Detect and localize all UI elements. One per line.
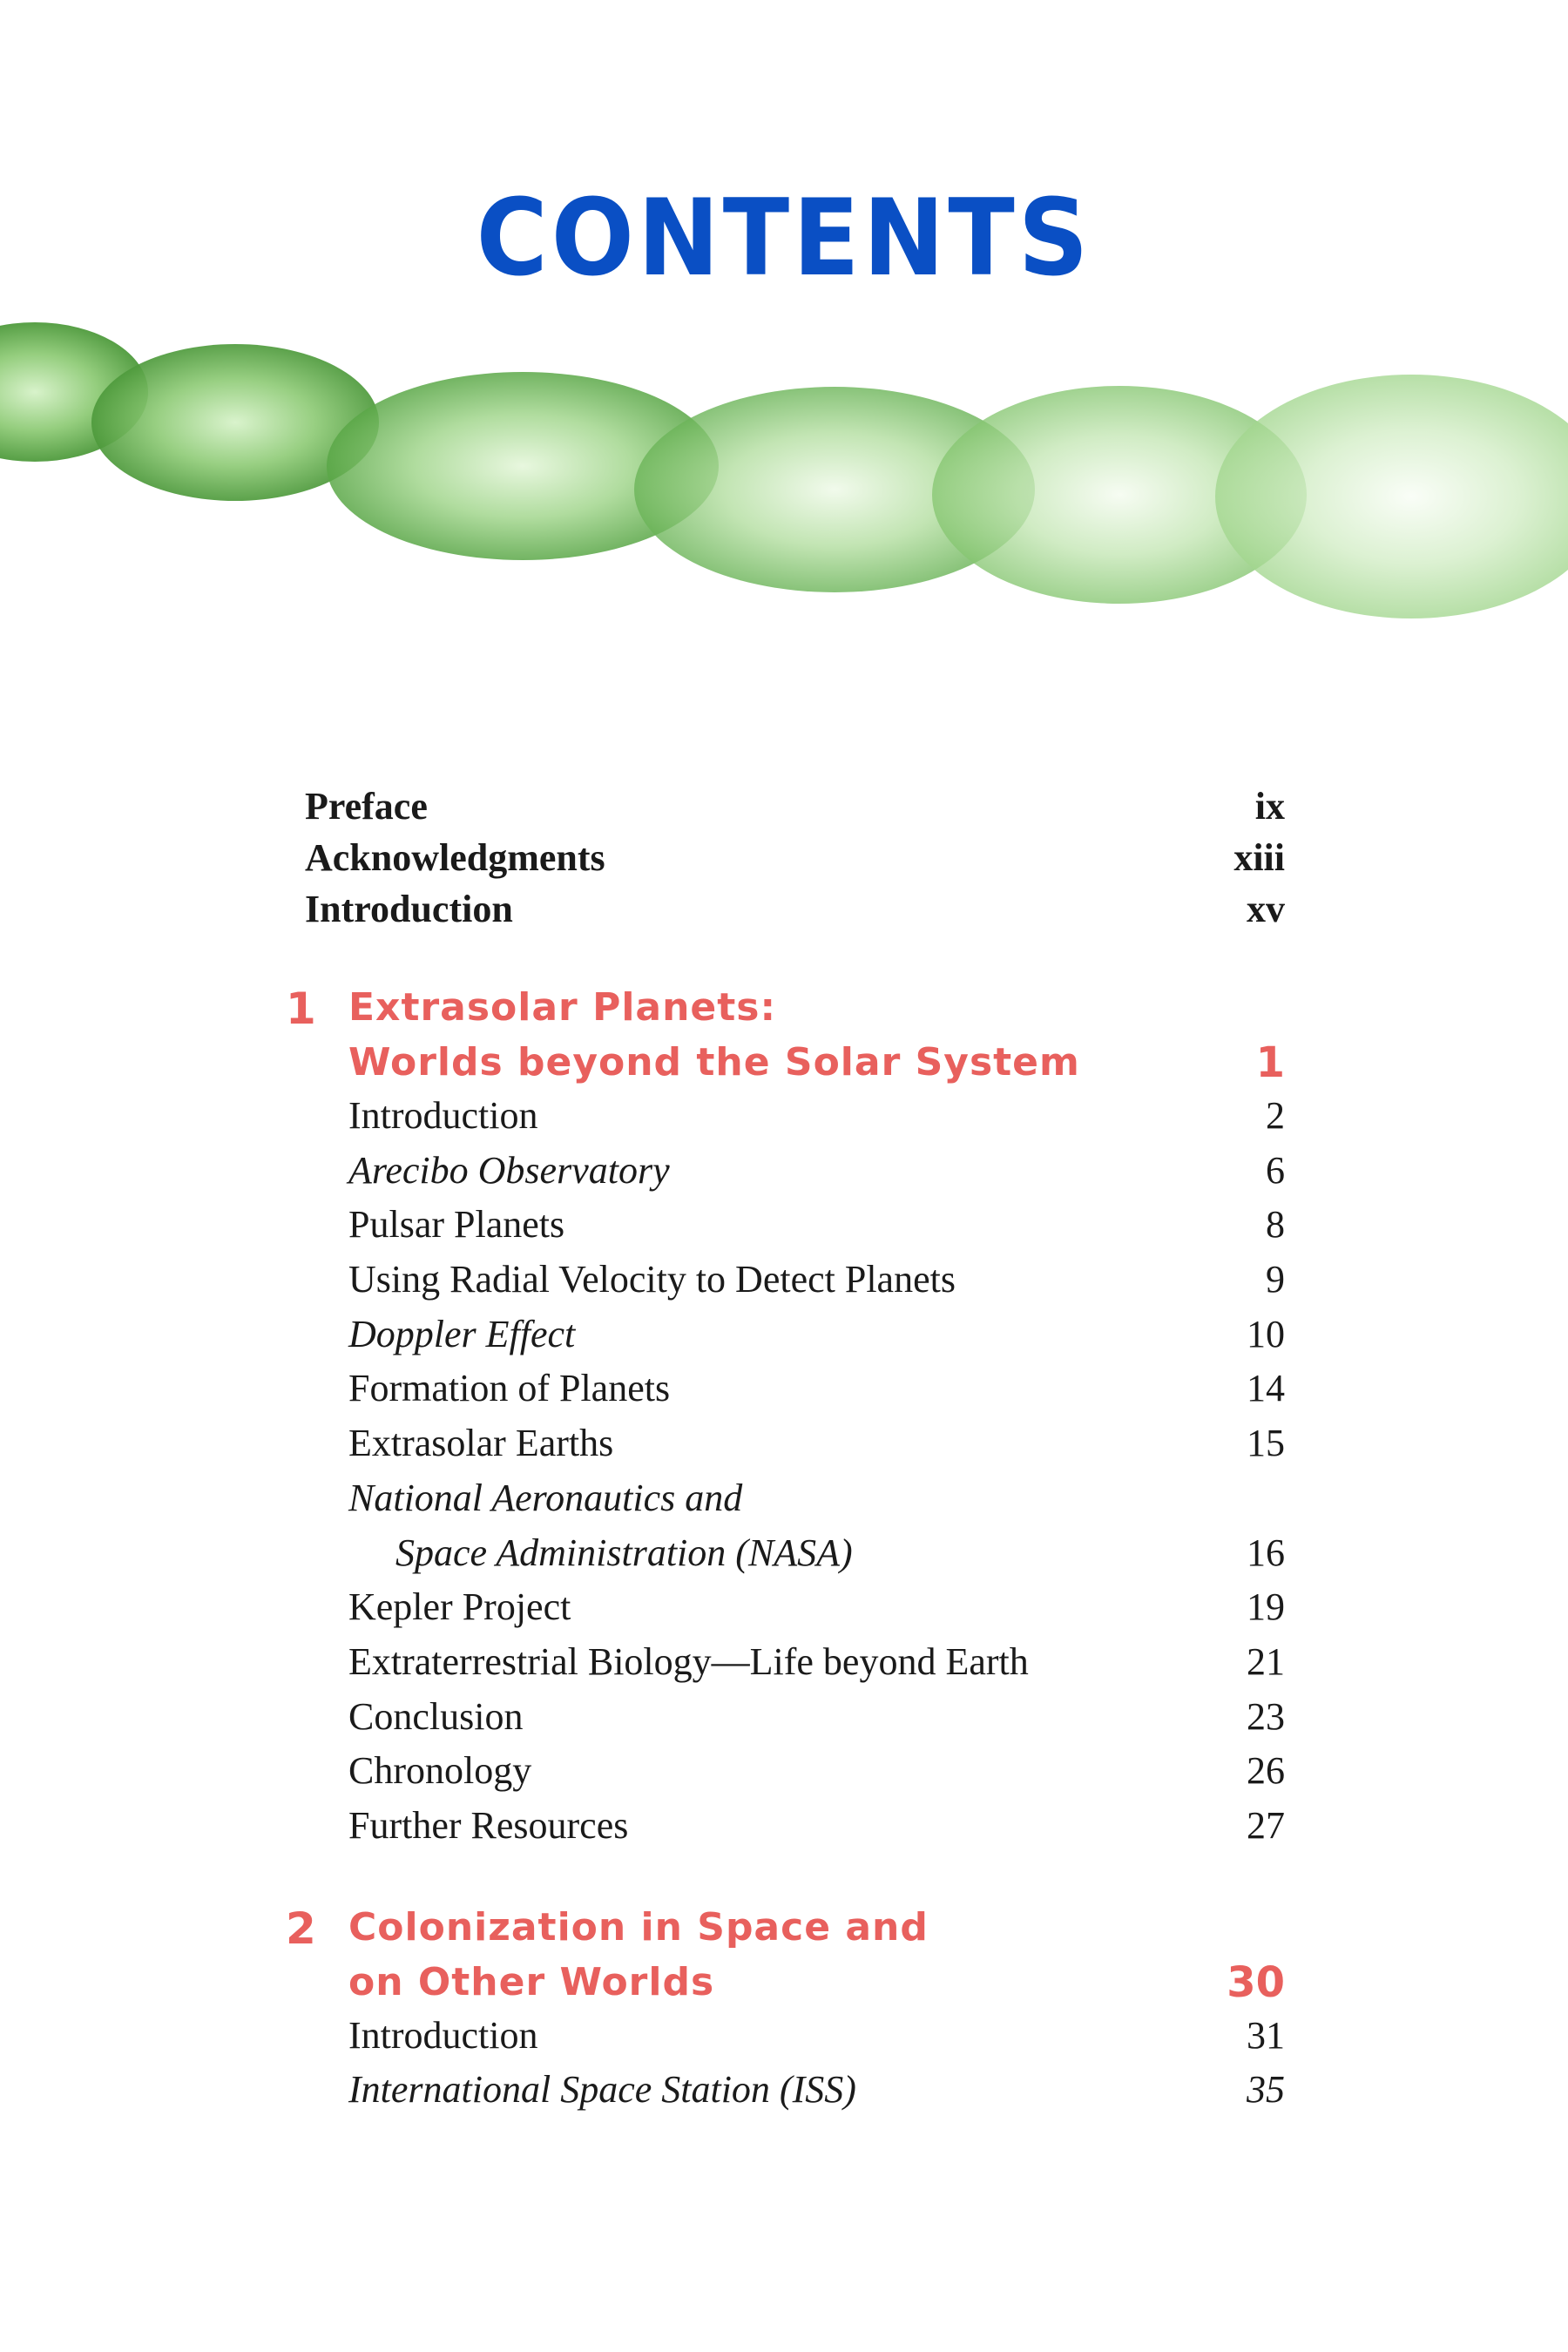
toc-entry-page: ix [1254, 785, 1285, 828]
page-title: CONTENTS [476, 177, 1092, 301]
toc-entry-page: 15 [1247, 1422, 1285, 1465]
chapter-title-line: Colonization in Space and [348, 1904, 929, 1950]
toc-entry[interactable] [305, 1694, 1285, 1749]
table-of-contents [286, 784, 1285, 2122]
toc-entry[interactable] [305, 1312, 1285, 1367]
green-ellipse-chain-decoration [0, 314, 1568, 645]
toc-entry[interactable] [305, 1421, 1285, 1476]
toc-entry[interactable] [305, 887, 1285, 938]
banner-ellipse [1215, 375, 1568, 618]
toc-entry-page: 27 [1247, 1803, 1285, 1847]
toc-entry-label: Arecibo Observatory [348, 1148, 670, 1192]
toc-entry-page: 16 [1247, 1531, 1285, 1574]
toc-entry-label: International Space Station (ISS) [348, 2068, 856, 2112]
toc-entry-page: 2 [1266, 1094, 1285, 1137]
toc-entry-label: Pulsar Planets [348, 1203, 565, 1247]
toc-entry[interactable] [305, 1257, 1285, 1312]
chapter-title-line: Worlds beyond the Solar System [348, 1040, 1080, 1085]
chapter-heading[interactable] [286, 983, 1285, 1038]
toc-entry[interactable] [305, 784, 1285, 835]
toc-entry[interactable] [305, 1803, 1285, 1858]
chapter-title-line: on Other Worlds [348, 1959, 715, 2004]
toc-entry-page: 8 [1266, 1203, 1285, 1247]
toc-entry-page: 6 [1266, 1148, 1285, 1192]
toc-entry-label: Further Resources [348, 1803, 629, 1847]
toc-entry[interactable] [305, 1148, 1285, 1203]
chapter-heading[interactable] [305, 1958, 1285, 2013]
toc-entry[interactable] [305, 1531, 1285, 1585]
toc-entry-page: 14 [1247, 1367, 1285, 1410]
toc-entry-label: Formation of Planets [348, 1367, 671, 1410]
toc-entry[interactable] [305, 1748, 1285, 1803]
toc-entry-label: Acknowledgments [305, 836, 605, 879]
toc-entry-label: Introduction [348, 2013, 538, 2057]
toc-entry-page: xiii [1233, 836, 1285, 879]
toc-entry[interactable] [305, 1202, 1285, 1257]
toc-entry-label: Conclusion [348, 1694, 524, 1738]
toc-entry-label: Introduction [348, 1094, 538, 1137]
toc-entry-page: 26 [1247, 1749, 1285, 1793]
toc-entry[interactable] [305, 1366, 1285, 1421]
chapter-page: 1 [1255, 1038, 1285, 1087]
toc-entry[interactable] [305, 835, 1285, 887]
toc-entry-page: 31 [1247, 2013, 1285, 2057]
toc-entry-label: National Aeronautics and [348, 1476, 743, 1519]
toc-entry[interactable] [305, 1093, 1285, 1148]
toc-entry-page: 9 [1266, 1258, 1285, 1301]
toc-entry-label: Preface [305, 785, 428, 828]
toc-entry-label: Using Radial Velocity to Detect Planets [348, 1258, 956, 1301]
toc-entry-page: 19 [1247, 1585, 1285, 1629]
chapter-page: 30 [1227, 1957, 1285, 2007]
toc-entry-page: 10 [1247, 1312, 1285, 1355]
toc-entry-label: Kepler Project [348, 1585, 571, 1629]
toc-entry-label: Extrasolar Earths [348, 1422, 614, 1465]
chapter-heading[interactable] [286, 1903, 1285, 1958]
toc-entry-label: Introduction [305, 888, 513, 930]
toc-entry-page: 35 [1247, 2068, 1285, 2112]
toc-entry[interactable] [305, 1585, 1285, 1639]
toc-entry-label: Space Administration (NASA) [395, 1531, 853, 1574]
toc-entry-label: Chronology [348, 1749, 532, 1793]
chapter-number: 1 [286, 983, 316, 1034]
toc-entry-label: Extraterrestrial Biology—Life beyond Earth [348, 1639, 1029, 1683]
chapter-heading[interactable] [305, 1038, 1285, 1093]
chapter-number: 2 [286, 1903, 316, 1954]
toc-entry[interactable] [305, 2013, 1285, 2068]
toc-entry-page: 21 [1247, 1639, 1285, 1683]
toc-entry[interactable] [305, 2067, 1285, 2122]
toc-entry-page: 23 [1247, 1694, 1285, 1738]
chapter-title-line: Extrasolar Planets: [348, 985, 777, 1030]
toc-entry[interactable] [305, 1639, 1285, 1694]
toc-entry-label: Doppler Effect [348, 1312, 576, 1355]
toc-entry-page: xv [1247, 888, 1285, 930]
toc-entry[interactable] [305, 1476, 1285, 1531]
